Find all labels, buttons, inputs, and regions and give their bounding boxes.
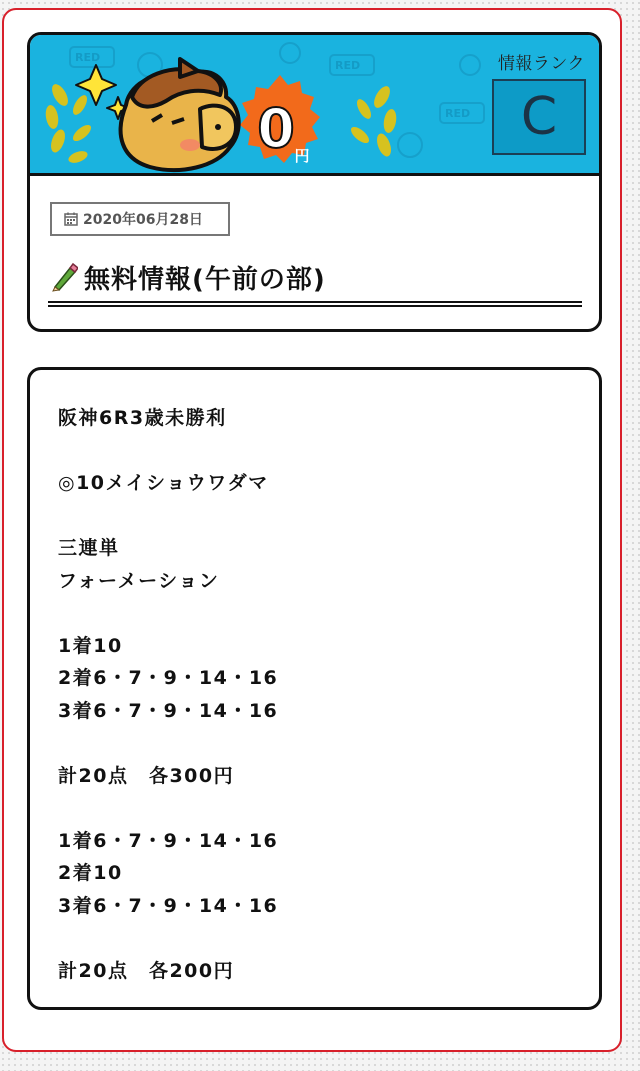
logo-watermark: RED [75,51,101,64]
post-body-line [58,597,278,630]
post-date: 2020年06月28日 [83,212,203,228]
pencil-icon [50,262,78,292]
post-body-line: フォーメーション [58,569,220,592]
info-content-card [27,367,602,1010]
post-body-line: 計20点 各300円 [58,764,235,787]
price-number: 0 [257,97,295,160]
laurel-icon [348,84,398,159]
post-date-badge [50,202,230,236]
sparkle-icon [76,65,129,119]
header-banner [30,35,599,176]
post-body-line: 1着10 [58,634,123,657]
logo-watermark: RED [335,59,361,72]
post-body-line [58,792,278,825]
post-body [58,402,278,987]
laurel-icon [44,82,94,166]
post-title: 無料情報(午前の部) [84,264,326,295]
post-body-line [58,500,278,533]
calendar-icon [64,212,78,226]
post-body-line: ◎10メイショウワダマ [58,472,269,494]
post-body-line: 2着6・7・9・14・16 [58,667,279,689]
post-body-line [58,727,278,760]
post-body-line: 三連単 [58,537,120,559]
horse-mascot-icon [121,59,239,170]
post-body-line: 阪神6R3歳未勝利 [58,407,227,429]
rank-label: 情報ランク [497,54,585,74]
logo-watermark: RED [445,107,471,120]
price-unit: 円 [294,147,310,165]
post-title-row [50,257,326,297]
title-divider [48,301,582,307]
post-body-line [58,922,278,955]
post-body-line: 3着6・7・9・14・16 [58,894,279,917]
post-body-line: 計20点 各200円 [58,959,235,982]
post-body-line [58,435,278,468]
post-body-line: 1着6・7・9・14・16 [58,829,279,852]
rank-value: C [492,79,586,155]
post-body-line: 2着10 [58,862,123,884]
post-body-line: 3着6・7・9・14・16 [58,699,279,722]
price-badge [240,75,320,165]
info-header-card [27,32,602,332]
